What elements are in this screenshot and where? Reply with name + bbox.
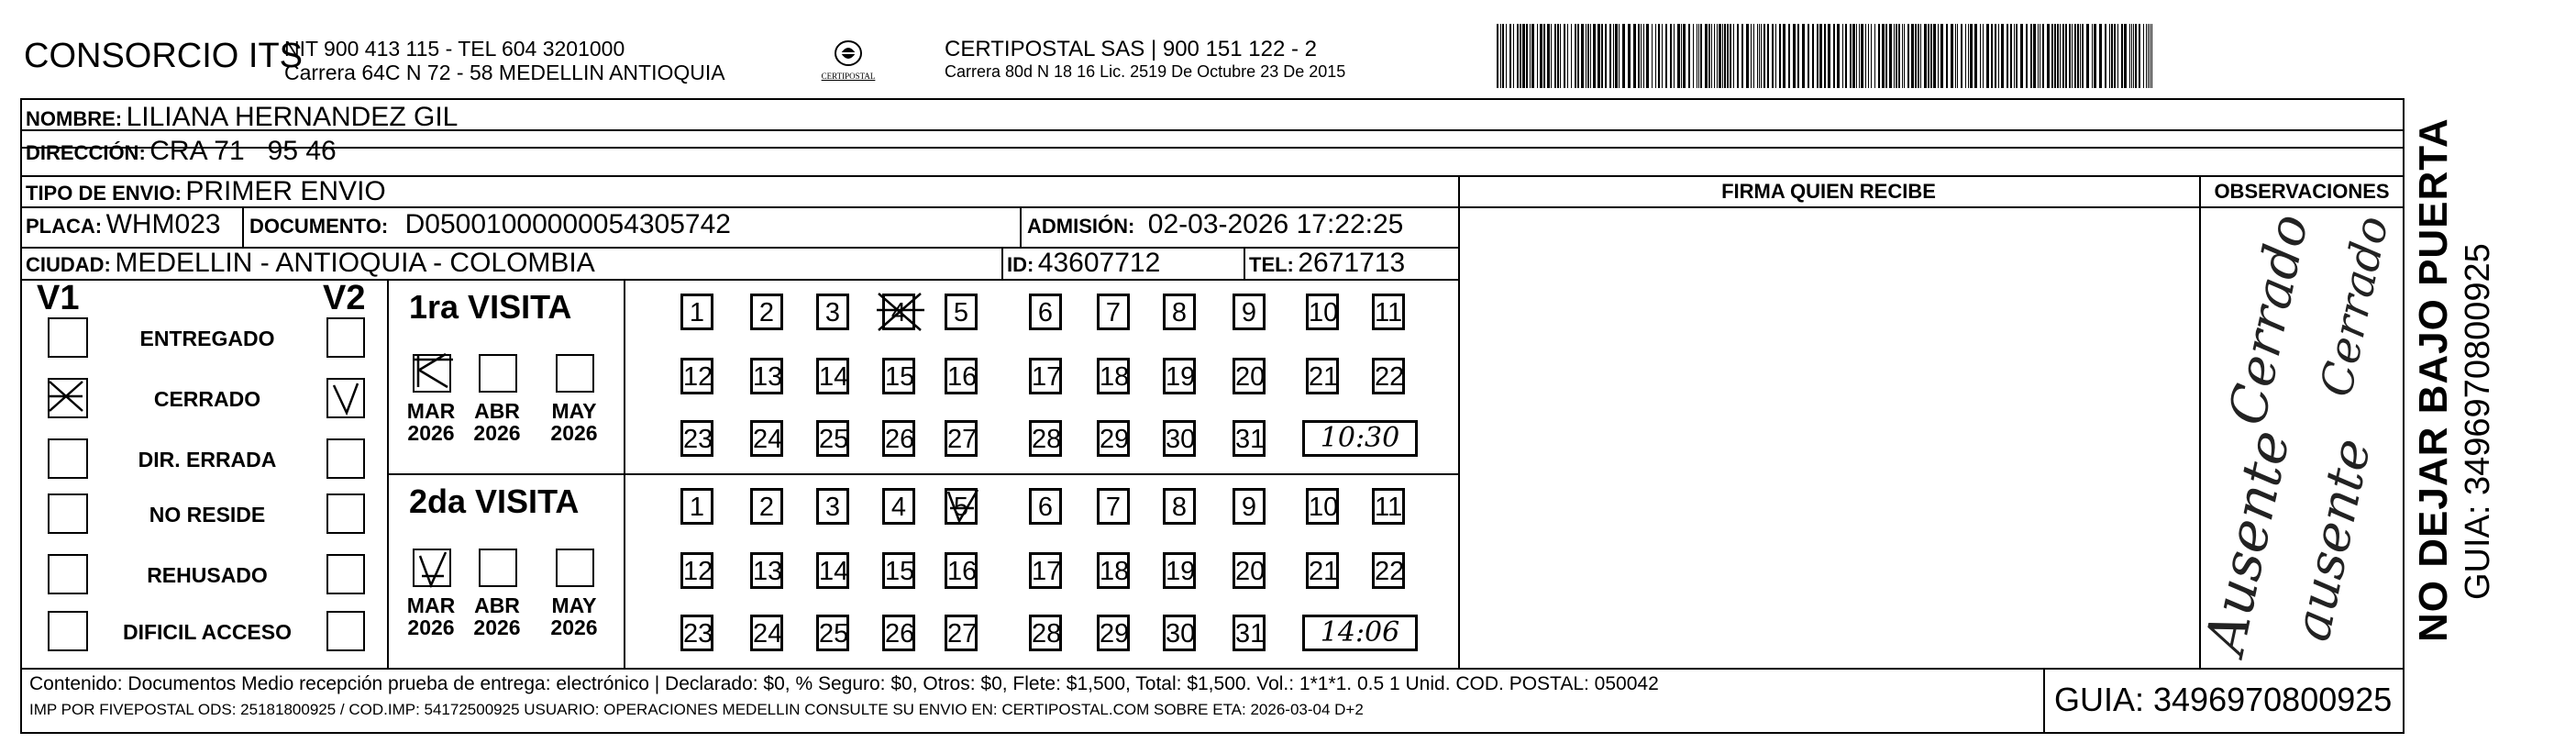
day-box[interactable]: 3 xyxy=(816,488,849,525)
day-box[interactable]: 5 xyxy=(945,294,978,330)
day-box[interactable]: 25 xyxy=(816,420,849,457)
day-box[interactable]: 16 xyxy=(945,358,978,394)
status-label: ENTREGADO xyxy=(139,327,275,350)
v1-checkbox[interactable] xyxy=(48,378,88,418)
status-label: REHUSADO xyxy=(147,563,268,587)
day-box[interactable]: 18 xyxy=(1097,358,1130,394)
v1-checkbox[interactable] xyxy=(48,317,88,358)
placa-row xyxy=(26,209,221,240)
firma-header: FIRMA QUIEN RECIBE xyxy=(1721,180,1936,203)
visit-title: 2da VISITA xyxy=(409,482,580,520)
month-year: 2026 xyxy=(473,421,521,445)
day-box[interactable]: 25 xyxy=(816,615,849,651)
company-line-2: Carrera 64C N 72 - 58 MEDELLIN ANTIOQUIA xyxy=(284,61,725,84)
month-year: 2026 xyxy=(407,421,455,445)
handwriting-3: Ausente xyxy=(2193,425,2304,660)
check-mark-icon xyxy=(46,376,86,416)
month-checkbox[interactable] xyxy=(556,549,594,587)
placa-value: WHM023 xyxy=(105,209,221,239)
day-box[interactable]: 13 xyxy=(750,358,783,394)
day-box[interactable]: 24 xyxy=(750,615,783,651)
month-label xyxy=(547,594,602,638)
tel-value: 2671713 xyxy=(1298,248,1406,278)
day-box[interactable]: 27 xyxy=(945,420,978,457)
nombre-value: LILIANA HERNANDEZ GIL xyxy=(126,102,459,132)
carrier-line-1: CERTIPOSTAL SAS | 900 151 122 - 2 xyxy=(945,37,1317,61)
v1-label: V1 xyxy=(37,279,80,317)
month-label xyxy=(470,594,525,638)
day-mark-icon xyxy=(937,484,989,528)
month-year: 2026 xyxy=(550,615,598,639)
day-box[interactable]: 20 xyxy=(1233,552,1266,589)
status-label: NO RESIDE xyxy=(149,503,266,527)
logo-text: CERTIPOSTAL xyxy=(821,72,876,81)
nombre-label: NOMBRE: xyxy=(26,107,123,130)
month-checkbox[interactable] xyxy=(479,354,517,393)
status-label: DIR. ERRADA xyxy=(138,448,277,471)
ciudad-value: MEDELLIN - ANTIOQUIA - COLOMBIA xyxy=(115,248,595,278)
day-box[interactable]: 26 xyxy=(882,420,915,457)
month-label xyxy=(404,594,459,638)
month-label xyxy=(404,400,459,444)
day-box[interactable]: 22 xyxy=(1372,552,1405,589)
admision-value: 02-03-2026 17:22:25 xyxy=(1147,209,1404,239)
day-box[interactable]: 21 xyxy=(1306,552,1339,589)
day-box[interactable]: 19 xyxy=(1163,358,1196,394)
day-box[interactable]: 7 xyxy=(1097,488,1130,525)
day-box[interactable]: 11 xyxy=(1372,294,1405,330)
day-box[interactable]: 10 xyxy=(1306,294,1339,330)
day-box[interactable]: 16 xyxy=(945,552,978,589)
tipo-envio-value: PRIMER ENVIO xyxy=(185,176,386,206)
documento-value: D05001000000054305742 xyxy=(404,209,731,239)
id-value: 43607712 xyxy=(1037,248,1161,278)
day-box[interactable]: 30 xyxy=(1163,420,1196,457)
day-box[interactable]: 14 xyxy=(816,552,849,589)
v2-checkbox[interactable] xyxy=(326,493,365,534)
day-box[interactable]: 29 xyxy=(1097,420,1130,457)
visit-time[interactable]: 14:06 xyxy=(1302,615,1418,651)
v2-checkbox[interactable] xyxy=(326,611,365,651)
day-box[interactable]: 19 xyxy=(1163,552,1196,589)
v2-checkbox[interactable] xyxy=(326,438,365,479)
v2-checkbox[interactable] xyxy=(326,378,365,418)
day-box[interactable]: 9 xyxy=(1233,488,1266,525)
month-name: ABR xyxy=(474,399,520,423)
day-box[interactable]: 21 xyxy=(1306,358,1339,394)
day-box[interactable]: 8 xyxy=(1163,294,1196,330)
day-box[interactable]: 13 xyxy=(750,552,783,589)
day-box[interactable]: 4 xyxy=(882,488,915,525)
day-box[interactable]: 17 xyxy=(1029,358,1062,394)
direccion-label: DIRECCIÓN: xyxy=(26,141,146,164)
day-box[interactable]: 9 xyxy=(1233,294,1266,330)
certipostal-logo xyxy=(816,35,880,86)
month-year: 2026 xyxy=(473,615,521,639)
check-mark-icon xyxy=(413,549,453,589)
day-box[interactable]: 7 xyxy=(1097,294,1130,330)
day-box[interactable]: 14 xyxy=(816,358,849,394)
day-box[interactable]: 1 xyxy=(680,294,713,330)
day-box[interactable]: 12 xyxy=(680,552,713,589)
day-box[interactable]: 4 xyxy=(882,294,915,330)
side-text-line-2: GUIA: 3496970800925 xyxy=(2459,243,2497,600)
month-checkbox[interactable] xyxy=(556,354,594,393)
check-mark-icon xyxy=(411,350,457,393)
visit-time[interactable]: 10:30 xyxy=(1302,420,1418,457)
day-box[interactable]: 31 xyxy=(1233,615,1266,651)
month-name: ABR xyxy=(474,593,520,617)
day-box[interactable]: 6 xyxy=(1029,294,1062,330)
day-box[interactable]: 30 xyxy=(1163,615,1196,651)
day-box[interactable]: 2 xyxy=(750,488,783,525)
observaciones-handwriting xyxy=(2193,207,2405,668)
day-box[interactable]: 23 xyxy=(680,615,713,651)
month-year: 2026 xyxy=(550,421,598,445)
day-box[interactable]: 6 xyxy=(1029,488,1062,525)
status-label: CERRADO xyxy=(153,387,261,411)
day-box[interactable]: 28 xyxy=(1029,615,1062,651)
tipo-envio-label: TIPO DE ENVIO: xyxy=(26,182,182,205)
day-box[interactable]: 28 xyxy=(1029,420,1062,457)
month-year: 2026 xyxy=(407,615,455,639)
check-mark-icon xyxy=(326,378,365,418)
day-box[interactable]: 10 xyxy=(1306,488,1339,525)
day-box[interactable]: 20 xyxy=(1233,358,1266,394)
day-box[interactable]: 17 xyxy=(1029,552,1062,589)
nombre-row xyxy=(26,102,458,133)
day-box[interactable]: 5 xyxy=(945,488,978,525)
handwriting-4: ausente xyxy=(2282,433,2383,647)
id-row xyxy=(1007,248,1160,279)
direccion-value: CRA 71 95 46 xyxy=(149,136,337,166)
side-text xyxy=(2410,92,2511,642)
documento-row xyxy=(249,209,731,240)
direccion-row xyxy=(26,136,337,167)
ciudad-row xyxy=(26,248,595,279)
month-name: MAR xyxy=(406,399,456,423)
day-box[interactable]: 1 xyxy=(680,488,713,525)
footer-line-2: IMP POR FIVEPOSTAL ODS: 25181800925 / COD.IMP: 54172500925 USUARIO: OPERACIONES MEDELLIN CONSULTE SU ENVIO EN: CERTIPOSTAL.COM SOBRE ETA: 2026-03-04 D+2 xyxy=(29,701,1364,718)
visit-title: 1ra VISITA xyxy=(409,288,572,326)
tel-row xyxy=(1249,248,1405,279)
tipo-envio-row xyxy=(26,176,386,207)
day-box[interactable]: 11 xyxy=(1372,488,1405,525)
month-name: MAY xyxy=(551,593,597,617)
id-label: ID: xyxy=(1007,253,1034,276)
status-label: DIFICIL ACCESO xyxy=(122,620,292,644)
v1-checkbox[interactable] xyxy=(48,493,88,534)
v2-label: V2 xyxy=(323,279,366,317)
company-name: CONSORCIO ITS xyxy=(24,37,304,75)
month-checkbox[interactable] xyxy=(479,549,517,587)
admision-label: ADMISIÓN: xyxy=(1027,215,1135,238)
v1-checkbox[interactable] xyxy=(48,438,88,479)
placa-label: PLACA: xyxy=(26,215,103,238)
day-box[interactable]: 15 xyxy=(882,552,915,589)
day-box[interactable]: 31 xyxy=(1233,420,1266,457)
tel-label: TEL: xyxy=(1249,253,1294,276)
day-box[interactable]: 26 xyxy=(882,615,915,651)
day-box[interactable]: 3 xyxy=(816,294,849,330)
handwriting-2: Cerrado xyxy=(2310,211,2399,402)
v1-checkbox[interactable] xyxy=(48,611,88,651)
footer-line-1: Contenido: Documentos Medio recepción prueba de entrega: electrónico | Declarado: $0, % Seguro: $0, Otros: $0, Flete: $1,500, Total: $1,500. Vol.: 1*1*1. 0.5 1 Unid. COD. POSTAL: 050042 xyxy=(29,673,1659,694)
carrier-line-2: Carrera 80d N 18 16 Lic. 2519 De Octubre 23 De 2015 xyxy=(945,62,1346,81)
observaciones-header: OBSERVACIONES xyxy=(2214,180,2390,203)
day-box[interactable]: 8 xyxy=(1163,488,1196,525)
month-label xyxy=(470,400,525,444)
day-mark-icon xyxy=(875,290,926,334)
day-box[interactable]: 15 xyxy=(882,358,915,394)
ciudad-label: CIUDAD: xyxy=(26,253,111,276)
month-checkbox[interactable] xyxy=(413,354,451,393)
side-text-line-1: NO DEJAR BAJO PUERTA xyxy=(2411,117,2456,642)
month-name: MAY xyxy=(551,399,597,423)
day-box[interactable]: 2 xyxy=(750,294,783,330)
day-box[interactable]: 12 xyxy=(680,358,713,394)
barcode xyxy=(1497,24,2157,88)
day-box[interactable]: 23 xyxy=(680,420,713,457)
documento-label: DOCUMENTO: xyxy=(249,215,389,238)
handwriting-1: Cerrado xyxy=(2217,209,2321,430)
day-box[interactable]: 24 xyxy=(750,420,783,457)
day-box[interactable]: 22 xyxy=(1372,358,1405,394)
month-label xyxy=(547,400,602,444)
day-box[interactable]: 27 xyxy=(945,615,978,651)
day-box[interactable]: 18 xyxy=(1097,552,1130,589)
v2-checkbox[interactable] xyxy=(326,554,365,594)
month-checkbox[interactable] xyxy=(413,549,451,587)
day-box[interactable]: 29 xyxy=(1097,615,1130,651)
footer-guia: GUIA: 3496970800925 xyxy=(2054,681,2393,718)
v1-checkbox[interactable] xyxy=(48,554,88,594)
company-line-1: NIT 900 413 115 - TEL 604 3201000 xyxy=(284,37,625,61)
admision-row xyxy=(1027,209,1403,240)
v2-checkbox[interactable] xyxy=(326,317,365,358)
month-name: MAR xyxy=(406,593,456,617)
